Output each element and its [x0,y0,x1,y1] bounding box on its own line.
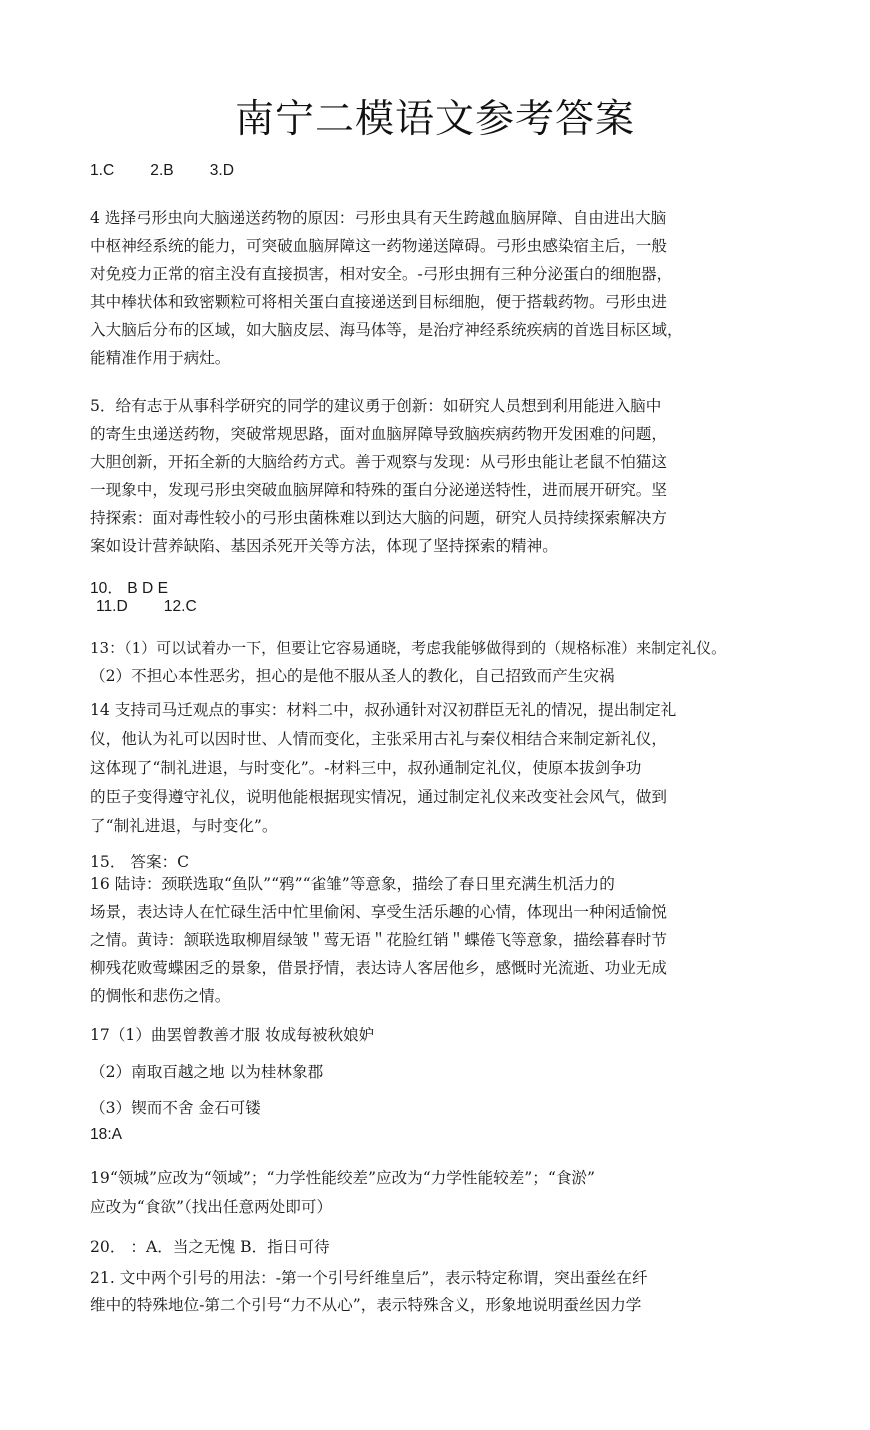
q21-line: 21. 文中两个引号的用法：-第一个引号纤维皇后”，表示特定称谓，突出蚕丝在纤 [90,1269,648,1287]
answer-18: 18:A [90,1126,123,1143]
answer-12: 12.C [163,598,197,615]
q16-line: 场景，表达诗人在忙碌生活中忙里偷闲、享受生活乐趣的心情，体现出一种闲适愉悦 [90,903,667,921]
q4-line: 入大脑后分布的区域，如大脑皮层、海马体等，是治疗神经系统疾病的首选目标区域， [90,321,683,339]
answer-2: 2.B [150,162,174,179]
q14-line: 了“制礼进退，与时变化”。 [90,817,278,835]
q5-line: 大胆创新，开拓全新的大脑给药方式。善于观察与发现：从弓形虫能让老鼠不怕猫这 [90,453,667,471]
q4-line: 对免疫力正常的宿主没有直接损害，相对安全。-弓形虫拥有三种分泌蛋白的细胞器， [90,265,673,283]
answer-11: 11.D [96,598,128,615]
q14-line: 仪，他认为礼可以因时世、人情而变化，主张采用古礼与秦仪相结合来制定新礼仪， [90,730,667,748]
answer-1: 1.C [90,162,115,179]
answers-11-12 [96,598,796,616]
q4-line: 其中棒状体和致密颗粒可将相关蛋白直接递送到目标细胞，便于搭载药物。弓形虫进 [90,293,667,311]
q5-line: 的寄生虫递送药物，突破常规思路，面对血脑屏障导致脑疾病药物开发困难的问题， [90,425,667,443]
q13-line: （2）不担心本性恶劣，担心的是他不服从圣人的教化，自己招致而产生灾祸 [90,667,615,685]
q5-line: 一现象中，发现弓形虫突破血脑屏障和特殊的蛋白分泌递送特性，进而展开研究。坚 [90,481,667,499]
q14-line: 这体现了“制礼进退，与时变化”。-材料三中，叔孙通制定礼仪，使原本拔剑争功 [90,759,642,777]
q17-line: （3）锲而不舍 金石可镂 [90,1099,261,1117]
q19-line: 19“领城”应改为“领域”；“力学性能绞差”应改为“力学性能较差”；“食淤” [90,1169,596,1187]
answer-3: 3.D [209,162,234,179]
q16-line: 16 陆诗：颈联选取“鱼队”“鸦”“雀雏”等意象，描绘了春日里充满生机活力的 [90,875,615,893]
page-title: 南宁二模语文参考答案 [234,97,635,142]
q4-line: 4 选择弓形虫向大脑递送药物的原因：弓形虫具有天生跨越血脑屏障、自由进出大脑 [90,209,667,227]
q13-line: 13：（1）可以试着办一下，但要让它容易通晓，考虑我能够做得到的（规格标准）来制定礼仪。 [90,639,727,657]
answer-15: 15． 答案：C [90,853,190,871]
q21-line: 维中的特殊地位-第二个引号“力不从心”，表示特殊含义，形象地说明蚕丝因力学 [90,1296,642,1314]
q17-line: （2）南取百越之地 以为桂林象郡 [90,1063,324,1081]
q5-line: 案如设计营养缺陷、基因杀死开关等方法，体现了坚持探索的精神。 [90,537,558,555]
q5-line: 5．给有志于从事科学研究的同学的建议勇于创新：如研究人员想到利用能进入脑中 [90,397,662,415]
answer-20: 20． ：A．当之无愧 B．指日可待 [90,1238,330,1256]
q4-line: 能精准作用于病灶。 [90,349,231,367]
q16-line: 之情。黄诗：颔联选取柳眉绿皱＂莺无语＂花脸红销＂蝶倦飞等意象，描绘暮春时节 [90,931,667,949]
q16-line: 柳残花败莺蝶困乏的景象，借景抒情，表达诗人客居他乡，感慨时光流逝、功业无成 [90,959,667,977]
q5-line: 持探索：面对毒性较小的弓形虫菌株难以到达大脑的问题，研究人员持续探索解决方 [90,509,667,527]
q17-line: 17（1）曲罢曾教善才服 妆成每被秋娘妒 [90,1026,375,1044]
answers-1-3 [90,162,790,180]
answer-10: 10． B D E [90,580,168,597]
q19-line: 应改为“食欲”（找出任意两处即可） [90,1198,333,1216]
q14-line: 14 支持司马迁观点的事实：材料二中，叔孙通针对汉初群臣无礼的情况，提出制定礼 [90,701,677,719]
q4-line: 中枢神经系统的能力，可突破血脑屏障这一药物递送障碍。弓形虫感染宿主后，一般 [90,237,667,255]
q16-line: 的惆怅和悲伤之情。 [90,987,231,1005]
q14-line: 的臣子变得遵守礼仪，说明他能根据现实情况，通过制定礼仪来改变社会风气，做到 [90,788,667,806]
